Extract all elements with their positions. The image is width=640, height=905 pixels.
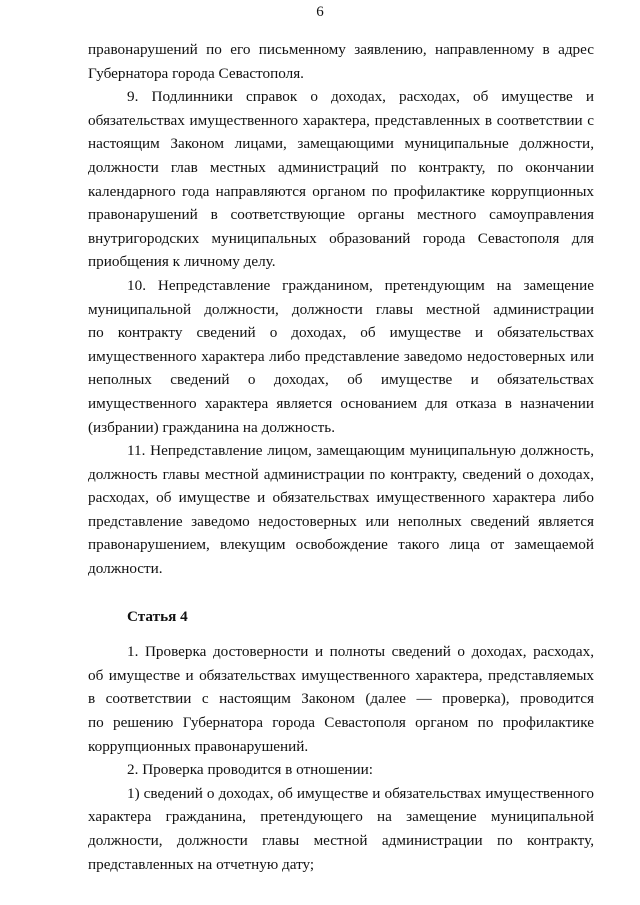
text-line: правонарушений в соответствующие органы местного самоуправления <box>88 206 594 224</box>
text-line: расходах, об имуществе и обязательствах имущественного характера либо <box>88 489 594 507</box>
text-line: по решению Губернатора города Севастополя органом по профилактике <box>88 714 594 732</box>
text-line: имущественного характера либо представление заведомо недостоверных или <box>88 347 594 365</box>
text-line: настоящим Законом лицами, замещающими муниципальные должности, <box>88 135 594 153</box>
text-line: обязательствах имущественного характера, представленных в соответствии с <box>88 111 594 129</box>
article4-paragraph-1 <box>88 640 594 758</box>
text-line: муниципальной должности, должности главы местной администрации <box>88 300 594 318</box>
text-line: представление заведомо недостоверных или неполных сведений является <box>88 512 594 530</box>
paragraph-intro <box>88 38 594 85</box>
text-line: 10. Непредставление гражданином, претендующим на замещение <box>127 276 594 294</box>
text-line: имущественного характера является основанием для отказа в назначении <box>88 394 594 412</box>
text-line: 9. Подлинники справок о доходах, расходах, об имуществе и <box>127 88 594 106</box>
text-line: 1) сведений о доходах, об имуществе и обязательствах имущественного <box>127 784 594 802</box>
text-line: внутригородских муниципальных образований города Севастополя для <box>88 229 594 247</box>
text-line: неполных сведений о доходах, об имуществе и обязательствах <box>88 371 594 389</box>
text-line: Губернатора города Севастополя. <box>88 64 304 82</box>
text-line: должности. <box>88 560 163 578</box>
text-line: календарного года направляются органом по профилактике коррупционных <box>88 182 594 200</box>
text-line: 2. Проверка проводится в отношении: <box>127 761 373 779</box>
text-line: 1. Проверка достоверности и полноты сведений о доходах, расходах, <box>127 643 594 661</box>
text-line: (избрании) гражданина на должность. <box>88 418 335 436</box>
text-line: по контракту сведений о доходах, об имуществе и обязательствах <box>88 324 594 342</box>
text-line: должности, должности главы местной администрации по контракту, <box>88 832 594 849</box>
text-line: приобщения к личному делу. <box>88 253 276 271</box>
paragraph-9 <box>88 85 594 274</box>
article4-item-1 <box>88 782 594 876</box>
text-line: в соответствии с настоящим Законом (далее — проверка), проводится <box>88 690 594 708</box>
text-line: должность главы местной администрации по контракту, сведений о доходах, <box>88 465 594 483</box>
text-line: об имуществе и обязательствах имущественного характера, представляемых <box>88 666 594 684</box>
paragraph-10 <box>88 274 594 439</box>
text-line: должности глав местных администраций по контракту, по окончании <box>88 158 594 176</box>
article4-paragraph-2 <box>88 758 594 782</box>
article-heading: Статья 4 <box>127 607 188 625</box>
text-line: 11. Непредставление лицом, замещающим муниципальную должность, <box>127 442 594 460</box>
text-line: коррупционных правонарушений. <box>88 737 309 755</box>
text-line: правонарушением, влекущим освобождение такого лица от замещаемой <box>88 536 594 554</box>
text-line: правонарушений по его письменному заявлению, направленному в адрес <box>88 41 594 58</box>
text-line: характера гражданина, претендующего на замещение муниципальной <box>88 808 594 826</box>
page-number: 6 <box>316 4 324 20</box>
text-line: представленных на отчетную дату; <box>88 855 315 873</box>
document-body <box>88 38 594 876</box>
paragraph-11 <box>88 439 594 581</box>
